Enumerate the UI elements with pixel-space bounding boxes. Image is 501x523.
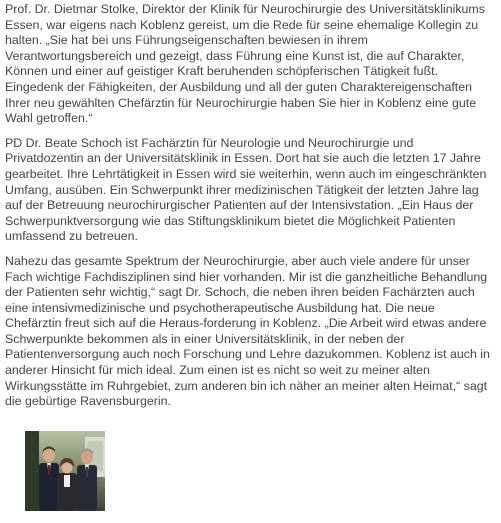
- article-paragraph-1: Prof. Dr. Dietmar Stolke, Direktor der Klinik für Neurochirurgie des Universitätsklinikums Essen, war eigens nach Koblenz gereist, um die Rede für seine ehemalige Kollegin zu halten. „Sie hat bei uns Führungseigenschaften bewiesen in ihrem Verantwortungsbereich und gezeigt, dass Führung eine Kunst ist, die auf Charakter, Können und einer auf geistiger Kraft beruhenden schöpferischen Tätigkeit fußt. Eingedenk der Fähigkeiten, der Ausbildung und all der guten Charaktereigenschaften Ihrer neu gewählten Chefärztin für Neurochirurgie haben Sie hier in Koblenz eine gute Wahl getroffen.“: [5, 2, 485, 126]
- article-paragraph-2: PD Dr. Beate Schoch ist Fachärztin für Neurologie und Neurochirurgie und Privatdozentin an der Universitätsklinik in Essen. Dort hat sie auch die letzten 17 Jahre gearbeitet. Ihre Lehrtätigkeit in Essen wird sie weiterhin, wenn auch im eingeschränkten Umfang, ausüben. Ein Schwerpunkt ihrer medizinischen Tätigkeit der letzten Jahre lag auf der Betreuung neurochirurgischer Patienten auf der Intensivstation. „Ein Haus der Schwerpunktversorgung wie das Stiftungsklinikum bietet die Möglichkeit Patienten umfassend zu betreuen.: [5, 135, 487, 244]
- group-portrait-image: [25, 431, 105, 511]
- article-paragraph-3: Nahezu das gesamte Spektrum der Neurochirurgie, aber auch viele andere für unser Fach wichtige Fachdisziplinen sind hier vorhanden. Mir ist die ganzheitliche Behandlung der Patienten sehr wichtig,“ sagt Dr. Schoch, die neben ihren beiden Fachärzten auch eine intensivmedizinische und psychotherapeutische Ausbildung hat. Die neue Chefärztin freut sich auf die Heraus-forderung in Koblenz. „Die Arbeit wird etwas andere Schwerpunkte bekommen als in einer Universitätsklinik, in der neben der Patientenversorgung auch noch Forschung und Lehre dazukommen. Koblenz ist auch in anderer Hinsicht für mich ideal. Zum einen ist es nicht so weit zu meiner alten Wirkungsstätte im Ruhrgebiet, zum anderen bin ich näher an meiner alten Heimat,“ sagt die gebürtige Ravensburgerin.: [5, 253, 490, 409]
- article-body: [5, 2, 493, 419]
- article-photo: [25, 431, 105, 511]
